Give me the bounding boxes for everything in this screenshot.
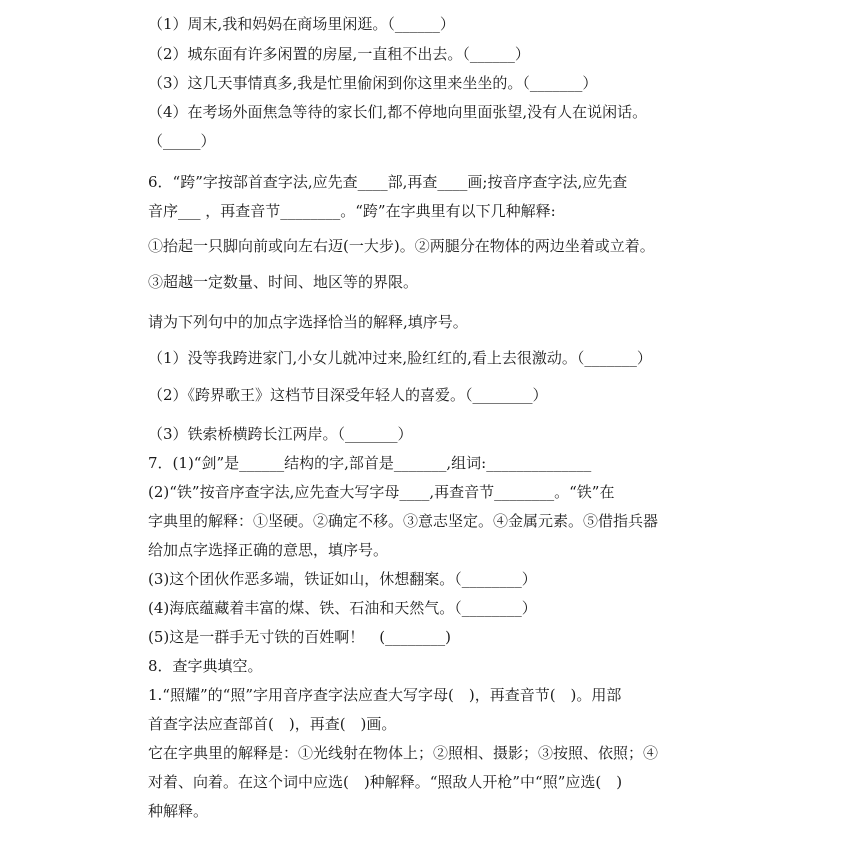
q7-item-2-line-1: (2)“铁”按音序查字法,应先查大写字母____,再查音节________。“铁”在 xyxy=(148,483,615,501)
q7-item-5: (5)这是一群手无寸铁的百姓啊！ (________) xyxy=(148,628,451,646)
q6-instruction: 请为下列句中的加点字选择恰当的解释,填序号。 xyxy=(148,313,468,331)
q6-item-1: （1）没等我跨进家门,小女儿就冲过来,脸红红的,看上去很激动。（_______） xyxy=(148,349,652,367)
q6-stem-line-1: 6．“跨”字按部首查字法,应先查____部,再查____画;按音序查字法,应先查 xyxy=(148,173,628,191)
q7-item-3: (3)这个团伙作恶多端，铁证如山，休想翻案。（________） xyxy=(148,570,537,588)
q5-item-3: （3）这几天事情真多,我是忙里偷闲到你这里来坐坐的。（_______） xyxy=(148,74,598,92)
q6-definitions-1: ①抬起一只脚向前或向左右迈(一大步)。②两腿分在物体的两边坐着或立着。 xyxy=(148,237,655,255)
q8-item-1-line-2: 首查字法应查部首( )，再查( )画。 xyxy=(148,715,397,733)
q7-item-4: (4)海底蕴藏着丰富的煤、铁、石油和天然气。（________） xyxy=(148,599,537,617)
q8-item-1-line-1: 1.“照耀”的“照”字用音序查字法应查大写字母( )，再查音节( )。用部 xyxy=(148,686,622,704)
q8-definitions-line-2: 对着、向着。在这个词中应选( )种解释。“照敌人开枪”中“照”应选( ) xyxy=(148,773,623,791)
q6-definitions-2: ③超越一定数量、时间、地区等的界限。 xyxy=(148,273,419,291)
q8-title: 8．查字典填空。 xyxy=(148,657,263,675)
q5-item-2: （2）城东面有许多闲置的房屋,一直租不出去。（______） xyxy=(148,45,530,63)
q6-item-3: （3）铁索桥横跨长江两岸。（_______） xyxy=(148,425,413,443)
q8-definitions-line-1: 它在字典里的解释是：①光线射在物体上；②照相、摄影；③按照、依照；④ xyxy=(148,744,659,762)
q7-instruction: 给加点字选择正确的意思，填序号。 xyxy=(148,541,389,559)
q6-stem-line-2: 音序___ ，再查音节________。“跨”在字典里有以下几种解释: xyxy=(148,202,556,220)
q5-item-4: （4）在考场外面焦急等待的家长们,都不停地向里面张望,没有人在说闲话。 xyxy=(148,103,648,121)
q5-item-4-blank: （_____） xyxy=(148,132,216,150)
q5-item-1: （1）周末,我和妈妈在商场里闲逛。（______） xyxy=(148,15,455,33)
q8-definitions-line-3: 种解释。 xyxy=(148,802,209,820)
q7-item-1: 7．(1)“剑”是______结构的字,部首是_______,组词:______________ xyxy=(148,454,592,472)
q6-item-2: （2）《跨界歌王》这档节目深受年轻人的喜爱。（________） xyxy=(148,386,548,404)
q7-item-2-line-2: 字典里的解释：①坚硬。②确定不移。③意志坚定。④金属元素。⑤借指兵器 xyxy=(148,512,659,530)
